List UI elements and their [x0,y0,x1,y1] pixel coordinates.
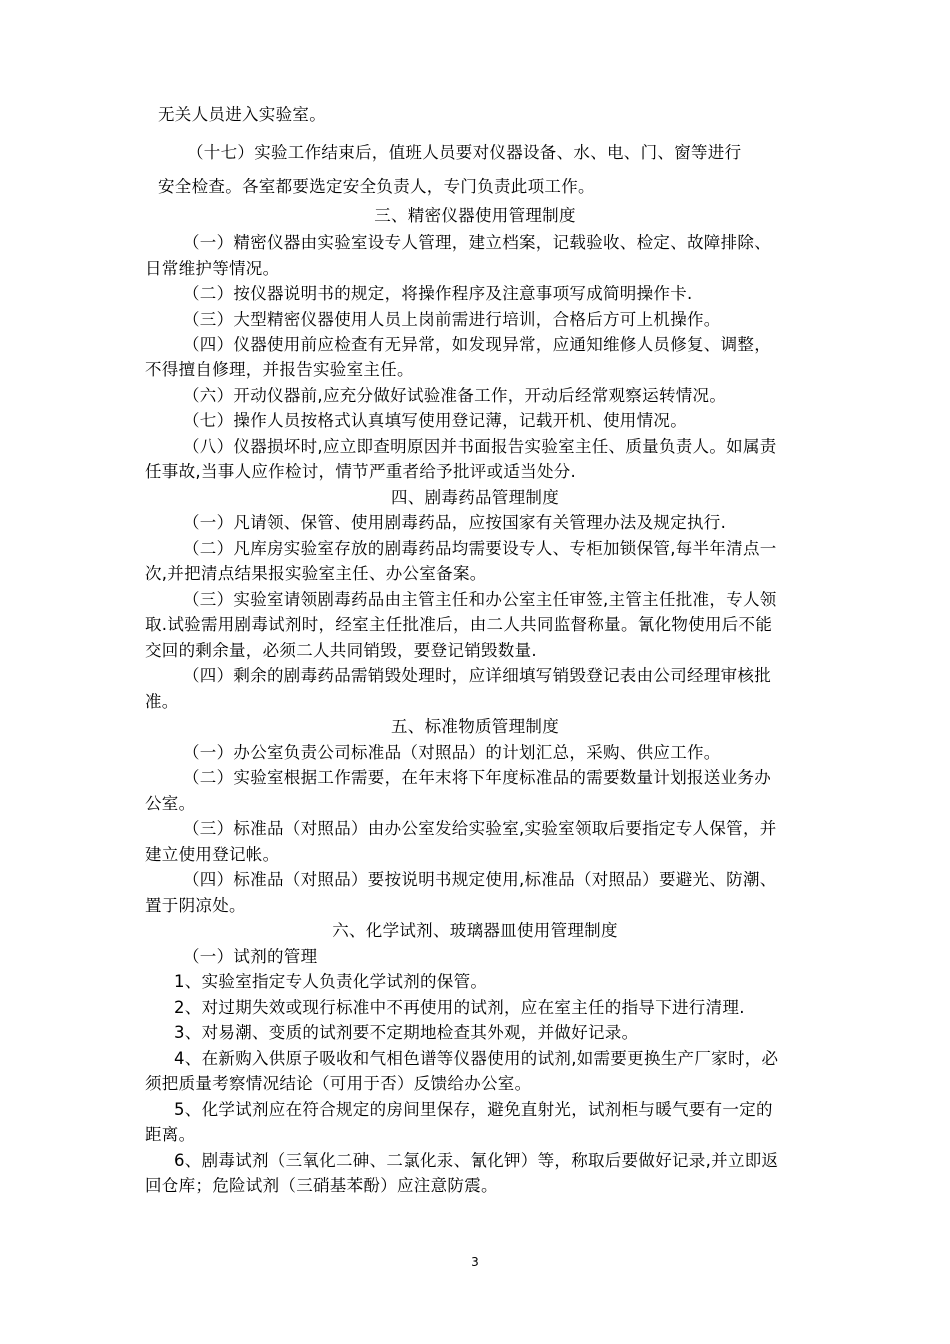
text-line: 公室。 [145,794,196,813]
text-line: （一）试剂的管理 [183,947,318,966]
text-line: 回仓库；危险试剂（三硝基苯酚）应注意防震。 [145,1176,498,1195]
section-heading: 三、精密仪器使用管理制度 [374,206,576,225]
text-line: 4、在新购入供原子吸收和气相色谱等仪器使用的试剂,如需要更换生产厂家时，必 [174,1049,779,1068]
section-heading: 五、标准物质管理制度 [391,717,559,736]
text-line: 不得擅自修理，并报告实验室主任。 [145,360,414,379]
text-line: （三）标准品（对照品）由办公室发给实验室,实验室领取后要指定专人保管，并 [183,819,777,838]
text-line: 2、对过期失效或现行标准中不再使用的试剂，应在室主任的指导下进行清理. [174,998,745,1017]
text-line: （二）按仪器说明书的规定，将操作程序及注意事项写成简明操作卡. [183,284,693,303]
text-line: （四）剩余的剧毒药品需销毁处理时，应详细填写销毁登记表由公司经理审核批 [183,666,771,685]
section-heading: 四、剧毒药品管理制度 [391,488,559,507]
text-line: 距离。 [145,1125,196,1144]
text-line: （十七）实验工作结束后，值班人员要对仪器设备、水、电、门、窗等进行 [187,143,742,162]
text-line: 1、实验室指定专人负责化学试剂的保管。 [174,972,488,991]
text-line: （一）凡请领、保管、使用剧毒药品，应按国家有关管理办法及规定执行. [183,513,727,532]
text-line: 须把质量考察情况结论（可用于否）反馈给办公室。 [145,1074,532,1093]
text-line: （八）仪器损坏时,应立即查明原因并书面报告实验室主任、质量负责人。如属责 [183,437,777,456]
text-line: （一）精密仪器由实验室设专人管理，建立档案，记载验收、检定、故障排除、 [183,233,771,252]
text-line: 准。 [145,692,179,711]
text-line: 建立使用登记帐。 [145,845,280,864]
text-line: 置于阴凉处。 [145,896,246,915]
section-heading: 六、化学试剂、玻璃器皿使用管理制度 [332,921,618,940]
text-line: 安全检查。各室都要选定安全负责人，专门负责此项工作。 [158,177,595,196]
text-line: （二）实验室根据工作需要，在年末将下年度标准品的需要数量计划报送业务办 [183,768,771,787]
text-line: （六）开动仪器前,应充分做好试验准备工作，开动后经常观察运转情况。 [183,386,727,405]
text-line: 6、剧毒试剂（三氧化二砷、二氯化汞、氰化钾）等，称取后要做好记录,并立即返 [174,1151,779,1170]
text-line: 交回的剩余量，必须二人共同销毁，要登记销毁数量. [145,641,537,660]
text-line: 无关人员进入实验室。 [158,105,326,124]
page-number: 3 [471,1255,479,1269]
text-line: 5、化学试剂应在符合规定的房间里保存，避免直射光，试剂柜与暖气要有一定的 [174,1100,773,1119]
text-line: （七）操作人员按格式认真填写使用登记薄，记载开机、使用情况。 [183,411,687,430]
text-line: 次,并把清点结果报实验室主任、办公室备案。 [145,564,487,583]
text-line: （三）实验室请领剧毒药品由主管主任和办公室主任审签,主管主任批准，专人领 [183,590,777,609]
text-line: （三）大型精密仪器使用人员上岗前需进行培训，合格后方可上机操作。 [183,310,721,329]
text-line: 任事故,当事人应作检讨，情节严重者给予批评或适当处分. [145,462,577,481]
text-line: （四）标准品（对照品）要按说明书规定使用,标准品（对照品）要避光、防潮、 [183,870,777,889]
text-line: （二）凡库房实验室存放的剧毒药品均需要设专人、专柜加锁保管,每半年清点一 [183,539,777,558]
text-line: 3、对易潮、变质的试剂要不定期地检查其外观，并做好记录。 [174,1023,639,1042]
text-line: （一）办公室负责公司标准品（对照品）的计划汇总，采购、供应工作。 [183,743,721,762]
text-line: 日常维护等情况。 [145,259,280,278]
text-line: （四）仪器使用前应检查有无异常，如发现异常，应通知维修人员修复、调整， [183,335,771,354]
text-line: 取.试验需用剧毒试剂时，经室主任批准后，由二人共同监督称量。氰化物使用后不能 [145,615,773,634]
